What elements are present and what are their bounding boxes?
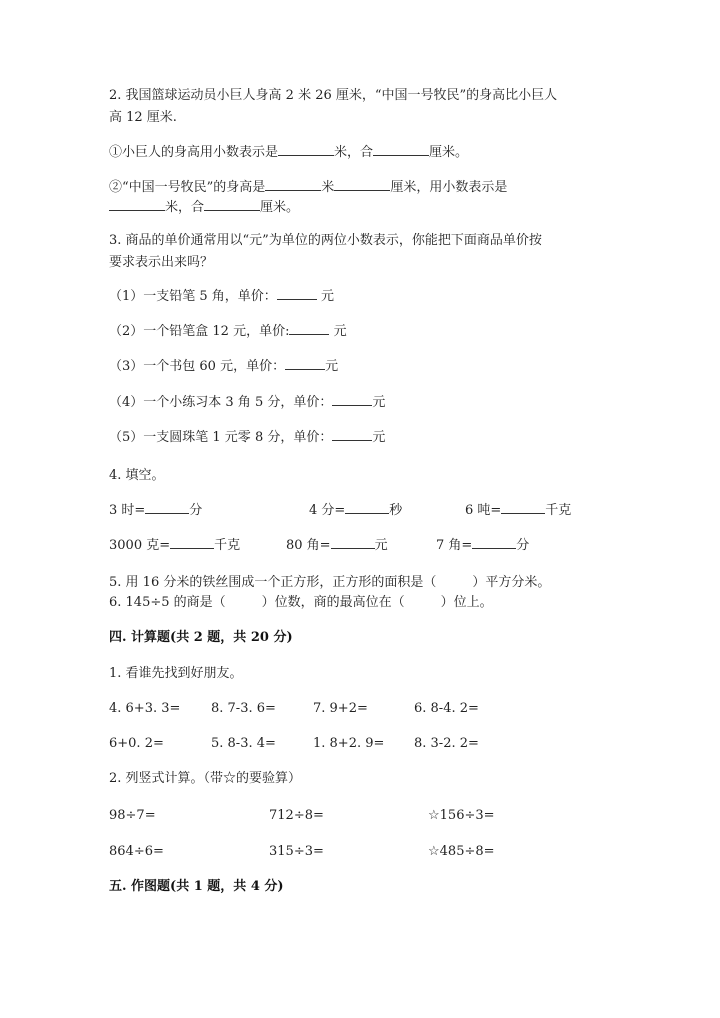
answer-blank[interactable] bbox=[501, 501, 545, 514]
q4-item: 3 时= 分 bbox=[109, 503, 203, 518]
division-item: ☆156÷3= bbox=[428, 808, 495, 823]
division-item: 98÷7= bbox=[109, 808, 156, 823]
q2-stem-line2: 高 12 厘米. bbox=[109, 110, 177, 125]
answer-blank[interactable] bbox=[331, 536, 375, 549]
calc-item: 8. 7-3. 6= bbox=[211, 701, 276, 716]
q4-item: 4 分= 秒 bbox=[309, 503, 403, 518]
calc-item: 4. 6+3. 3= bbox=[109, 701, 181, 716]
calc-item: 7. 9+2= bbox=[313, 701, 368, 716]
q2-sub1: ①小巨人的身高用小数表示是 米，合 厘米。 bbox=[109, 145, 469, 160]
q4-item: 80 角= 元 bbox=[286, 538, 388, 553]
q3-item-3: （3）一个书包 60 元，单价： 元 bbox=[109, 359, 339, 374]
division-item: 864÷6= bbox=[109, 844, 164, 859]
q2-sub2-cont: 米，合 厘米。 bbox=[109, 198, 299, 218]
answer-blank[interactable] bbox=[170, 536, 214, 549]
answer-blank[interactable] bbox=[472, 536, 516, 549]
answer-blank[interactable] bbox=[109, 198, 165, 211]
answer-blank[interactable] bbox=[145, 501, 189, 514]
q4-title: 4. 填空。 bbox=[109, 468, 165, 483]
answer-blank[interactable] bbox=[265, 178, 321, 191]
section-5-title: 五. 作图题(共 1 题，共 4 分) bbox=[109, 879, 284, 894]
answer-blank[interactable] bbox=[345, 501, 389, 514]
answer-blank[interactable] bbox=[278, 143, 334, 156]
q3-item-4: （4）一个小练习本 3 角 5 分，单价： 元 bbox=[109, 395, 386, 410]
answer-blank[interactable] bbox=[289, 322, 329, 335]
calc-q2-title: 2. 列竖式计算。（带☆的要验算） bbox=[109, 771, 302, 786]
q3-stem-line2: 要求表示出来吗？ bbox=[109, 255, 214, 270]
calc-item: 6+0. 2= bbox=[109, 736, 164, 751]
answer-blank[interactable] bbox=[277, 287, 317, 300]
section-4-title: 四. 计算题(共 2 题，共 20 分) bbox=[109, 630, 293, 645]
q4-item: 7 角= 分 bbox=[436, 538, 530, 553]
answer-blank[interactable] bbox=[334, 178, 390, 191]
answer-blank[interactable] bbox=[332, 428, 372, 441]
q4-item: 3000 克= 千克 bbox=[109, 538, 241, 553]
answer-blank[interactable] bbox=[204, 198, 260, 211]
answer-blank[interactable] bbox=[373, 143, 429, 156]
q2-stem-line1: 2. 我国篮球运动员小巨人身高 2 米 26 厘米，“中国一号牧民”的身高比小巨人 bbox=[109, 88, 558, 103]
calc-item: 6. 8-4. 2= bbox=[414, 701, 479, 716]
calc-item: 5. 8-3. 4= bbox=[211, 736, 276, 751]
calc-item: 8. 3-2. 2= bbox=[414, 736, 479, 751]
q3-item-5: （5）一支圆珠笔 1 元零 8 分，单价： 元 bbox=[109, 430, 386, 445]
q4-item: 6 吨= 千克 bbox=[465, 503, 572, 518]
q3-stem-line1: 3. 商品的单价通常用以“元”为单位的两位小数表示，你能把下面商品单价按 bbox=[109, 233, 542, 248]
q3-item-1: （1）一支铅笔 5 角，单价： 元 bbox=[109, 289, 334, 304]
answer-blank[interactable] bbox=[332, 393, 372, 406]
calc-item: 1. 8+2. 9= bbox=[313, 736, 385, 751]
q3-item-2: （2）一个铅笔盒 12 元，单价: 元 bbox=[109, 324, 347, 339]
calc-q1-title: 1. 看谁先找到好朋友。 bbox=[109, 666, 243, 681]
answer-blank[interactable] bbox=[285, 357, 325, 370]
division-item: 315÷3= bbox=[269, 844, 324, 859]
q5: 5. 用 16 分米的铁丝围成一个正方形，正方形的面积是（ ）平方分米。 bbox=[109, 575, 551, 590]
q6: 6. 145÷5 的商是（ ）位数，商的最高位在（ ）位上。 bbox=[109, 595, 493, 610]
division-item: 712÷8= bbox=[269, 808, 324, 823]
q2-sub2: ②“中国一号牧民”的身高是 米 厘米，用小数表示是 bbox=[109, 180, 508, 195]
division-item: ☆485÷8= bbox=[428, 844, 495, 859]
